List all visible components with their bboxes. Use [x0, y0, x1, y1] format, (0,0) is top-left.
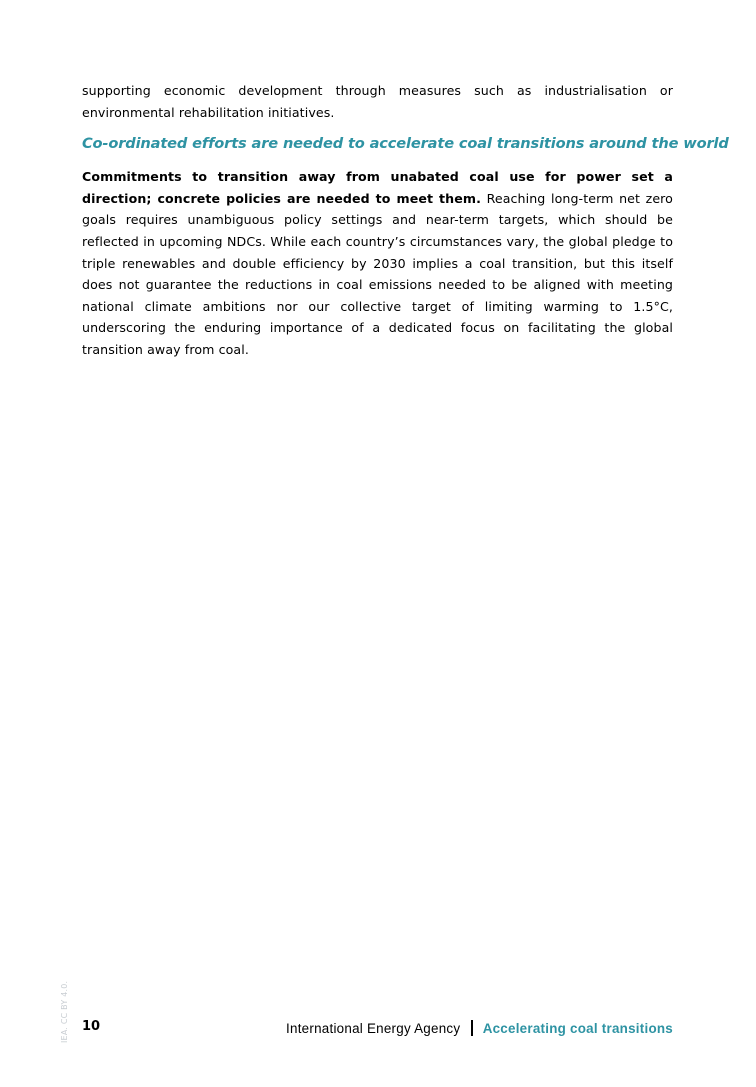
paragraph-body-text: Reaching long-term net zero goals requires unambiguous policy settings and near-term targets, which should be reflected in upcoming NDCs. While each country’s circumstances vary, the global pledge to triple renewables and double efficiency by 2030 implies a coal transition, but this itself does not guarantee the reductions in coal emissions needed to be aligned with meeting national climate ambitions nor our collective target of limiting warming to 1.5°C, underscoring the enduring importance of a dedicated focus on facilitating the global transition away from coal.	[82, 190, 673, 357]
page-body	[82, 80, 729, 361]
page-footer	[286, 1020, 673, 1036]
footer-report-title: Accelerating coal transitions	[482, 1020, 673, 1036]
paragraph-lead-sentence: Commitments to transition away from unabated coal use for power set a direction; concrete policies are needed to meet them.	[82, 169, 673, 206]
license-notice: IEA. CC BY 4.0.	[60, 980, 69, 1043]
footer-divider	[471, 1020, 472, 1036]
body-paragraph	[82, 166, 673, 360]
continuation-paragraph: supporting economic development through measures such as industrialisation or environmental rehabilitation initiatives.	[82, 83, 673, 120]
page-number: 10	[82, 1019, 101, 1034]
section-heading: Co-ordinated efforts are needed to accelerate coal transitions around the world	[82, 135, 729, 153]
footer-organization: International Energy Agency	[286, 1020, 461, 1036]
